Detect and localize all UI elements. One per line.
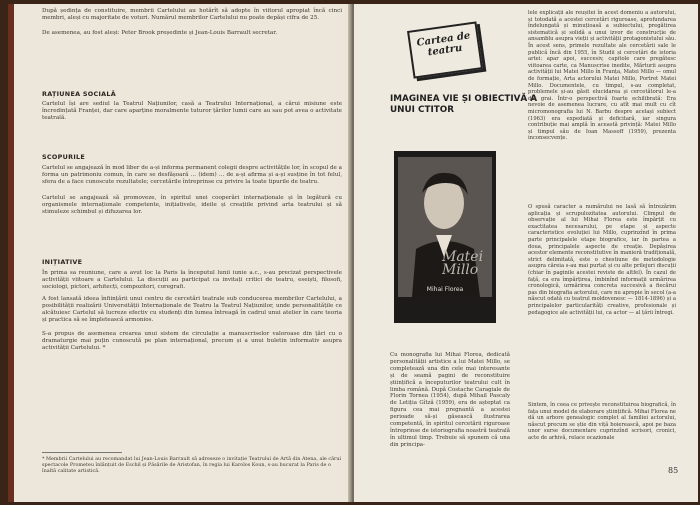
section-title-initiative: INIȚIATIVE [42,258,83,266]
column-2b-text: O spusă caracter a numărului ne lasă să întrezărim aplicația și scrupulozitatea autorului. Climpul de observație al lui Mihai Florea este împărțit cu exactitatea necesarului, pe etape și aspecte caracteristice evoluției lui Millo, cuprinzînd în prima parte principalele etape biografice, iar în partea a doua, principalele aspecte de creație. Depășirea acestor elemente reconstitutive în manieră tradițională, strict delimitată, este o chestiune de metodologie asupra căreia s-au mai purtat și cu alte prilejuri discuții (chiar în paginile acestei reviste de altfel). În cazul de față, ca era împărțirea, îmbinînd informații urmărirea cronologică, urmărirea concreta succesivă a fiecărui pas din biografia actorului, care nu apropie în secol (a-a născut odată cu teatrul moldovenesc — 1814-1896) și a principalelor particularități creative, profesionale și pedagogice ale activității lui, ca actor — al țării întregi. [528,204,676,316]
section-title-scopurile: SCOPURILE [42,153,86,161]
section-scopurile-p2: Cartelul se angajează să promoveze, în spiritul unei cooperări internaționale și în legătură cu organismele internaționale competente, inițiativele, ideile și creațiile privind arta teatrului și să stimuleze schimbul și difuzarea lor. [42,195,342,216]
section-initiative-p1: În prima sa reuniune, care a avut loc la Paris la începutul lunii iunie a.c., s-au precizat perspectivele activității viitoare a Cartelului. La discuții au participat ca invitați critici de teatru, eseiști, filosofi, sociologi, pictori, arhitecți, compozitori, coregrafi. [42,270,342,291]
section-initiative-p2: A fost lansată ideea înființării unui centru de cercetări teatrale sub conducerea membrilor Cartelului, a posibilității realizării Universității Internaționale de Teatru la Teatrul Națiunilor, unde personalitățile ce alcătuiesc Cartelul să lucreze efectiv cu studenți din lumea întreagă în cadrul unui atelier în care teoria și practica să se împletească armonios. [42,296,342,324]
column-2c-text: Sintem, în ceea ce privește reconstituirea biografică, în fața unui model de elaborare științifică. Mihai Florea ne dă un arbore genealogic complet al familiei actorului, născut precum se știe din viță boierească, apoi pe baza unor surse documentare cuprinzînd scrisori, cronici, acte de arhivă, relace ocazionale [528,402,676,441]
section-initiative-p3: S-a propus de asemenea crearea unui sistem de circulație a manuscriselor valoroase din țări cu o dramaturgie mai puțin cunoscută pe plan internațional, precum și a unui buletin informativ asupra activității Cartelului. * [42,331,342,352]
footnote-rule [42,452,122,453]
intro-paragraph: După ședința de constituire, membrii Cartelului au hotărît să adopte în viitorul apropiat încă cinci membri, aleși cu majoritate de voturi. Numărul membrilor Cartelului nu poate depăși cifra de 25. [42,8,342,22]
book-cover-photo [394,151,496,323]
elected-paragraph: De asemenea, au fost aleși: Peter Brook președinte și Jean-Louis Barrault secretar. [42,30,278,36]
logo-text: Cartea de teatru [416,30,472,59]
footnote: * Membrii Cartelului au recomandat lui Jean-Louis Barrault să adreseze o invitație Teatrului de Artă din Atena, ale cărui spectacole Prometeu înlănțuit de Eschil și Păsările de Aristofan, în regia lui Karolos Koun, s-au bucurat la Paris de o înaltă calitate artistică. [42,456,342,474]
right-page [354,4,698,502]
article-title: IMAGINEA VIE ȘI OBIECTIVĂ A UNUI CTITOR [390,94,538,115]
book-spread [8,4,698,502]
section-title-ratiunea: RAȚIUNEA SOCIALĂ [42,90,117,98]
page-number: 85 [668,466,679,475]
column-1-text: Cu monografia lui Mihai Florea, dedicată personalității artistice a lui Matei Millo, se completează una din cele mai interesante și de seamă pagini de reconstituire științifică a începuturilor teatrului cult în limba română. După Costache Caragiale de Florin Tornea (1954), după Mihail Pascaly de Letiția Gîtză (1959), era de așteptat ca figura cea mai pregnantă a acestei perioade să-și găsească ilustrarea competentă, în spiritul cercetării riguroase întreprinse de istoriografia noastră teatrală în ultimul timp. Trebuie să spunem că una din principa- [390,352,510,448]
column-2-text: lele explicații ale reușitei în acest domeniu a autorului, și totodată a acestei cercetări riguroase, aprofundarea îndelungată și minuțioasă a subiectului, pregătirea sistematică și solidă a unui izvor de construcție de ansamblu asupra vieții și activității protagonistului său. În acest sens, primele rezultate ale cercetării sale le publică încă din 1955, în Studii și cercetări de istoria artei: apar apoi, succesiv, capitole care pregătesc viitoarea carte, ca Manuscrise inedite, Mărturii asupra activității lui Matei Millo în Franța, Matei Millo — omul de formație, Arta actorului Matei Millo, Portret Matei Millo. Documentele, cu timpul, s-au completat, problemele și-au găsit elucidarea și cercetătorul le-a dat grai. Într-o perspectivă foarte echilibrată: Era nevoie de asemenea lucrare, cu atît mai mult cu cît micromonografia lui N. Barbu despre același subiect (1963) era expediată și deficitară, iar singura contribuție mai amplă în această privință: Matei Millo și timpul său de Ioan Massoff (1959), prezenta inconsecvențe. [528,10,676,142]
section-scopurile-p1: Cartelul se angajează în mod liber de a-și informa permanent colegii despre activitățile lor, în scopul de a forma un patrimoniu comun, în care se desfășoară ... (idem) ... de a-și afirma și a-și susține în tot felul, sfera de a face cunoscute rezultatele; cercetările întreprinse cu privire la toate tipurile de teatru. [42,165,342,186]
left-page [8,4,352,502]
section-ratiunea-text: Cartelul își are sediul la Teatrul Națiunilor, casă a Teatrului Internațional, a cărui misiune este încredințată Franței, dar care aparține moralmente tuturor țărilor lumii care au sau pot avea o activitate teatrală. [42,101,342,122]
photo-caption: Mihai Florea [426,286,464,293]
cover-title: Matei Millo [442,249,484,278]
page-edge [8,4,14,502]
cartea-de-teatru-logo [407,21,483,78]
